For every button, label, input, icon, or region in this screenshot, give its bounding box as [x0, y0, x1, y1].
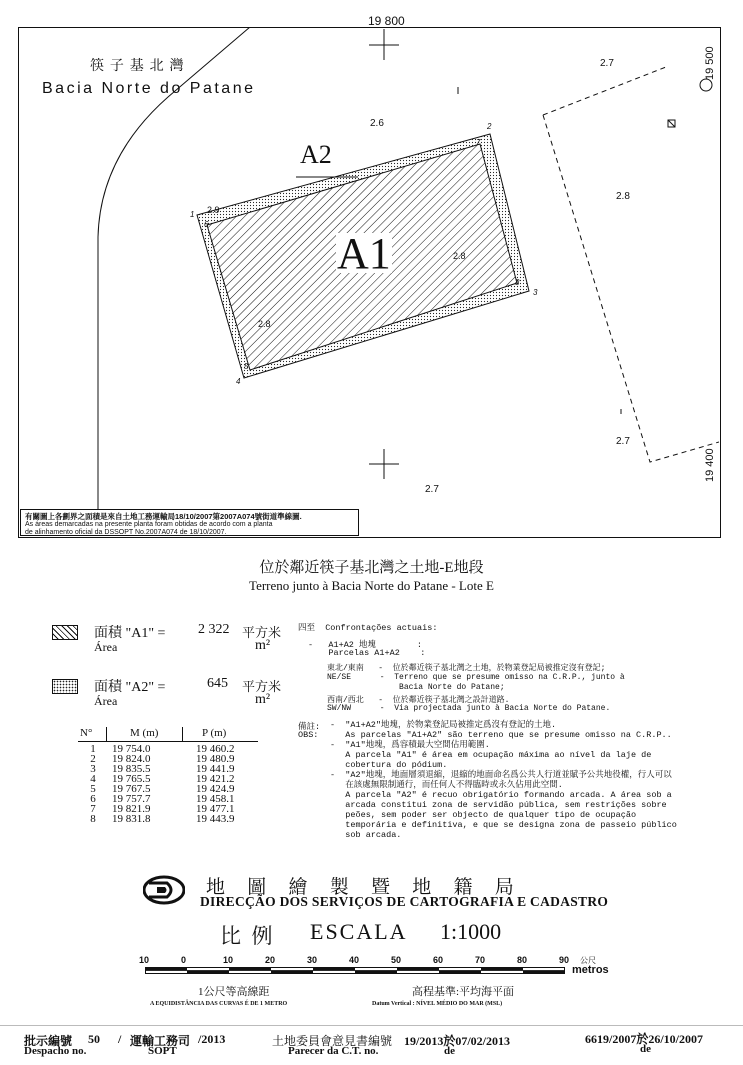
place-name-chinese: 筷 子 基 北 灣 — [90, 57, 185, 73]
table-row — [78, 754, 270, 764]
legend-label-a1: 面積 "A1" = — [94, 626, 166, 641]
obs-line: - "A1+A2"地塊，於物業登記局被推定爲沒有登記的土地. — [330, 720, 557, 730]
confrontations-line1: - A1+A2 地塊 : — [308, 640, 422, 650]
scale-tick-label: 70 — [475, 955, 486, 965]
table-cell: 3 — [90, 763, 96, 775]
coordinate-rows — [78, 744, 270, 824]
vertex-label: 8 — [515, 278, 520, 287]
scale-label: ESCALA — [310, 919, 408, 944]
legend-unit-cn-a1: 平方米 — [242, 625, 282, 640]
table-row — [78, 784, 270, 794]
legend-swatch-a1 — [52, 625, 78, 640]
contour-chinese: 1公尺等高線距 — [198, 986, 270, 998]
label-a2: A2 — [300, 140, 332, 169]
confrontations-line2: Parcelas A1+A2 : — [308, 648, 426, 658]
scale-tick-label: 90 — [559, 955, 570, 965]
table-cell: 4 — [90, 773, 96, 785]
obs-label-cn: 備註: — [298, 722, 321, 732]
scale-tick-label: 40 — [349, 955, 360, 965]
obs-line: sob arcada. — [330, 830, 402, 840]
scale-segment — [145, 968, 187, 971]
table-row — [78, 744, 270, 754]
scale-bar — [145, 967, 565, 975]
despacho-org-cn: 運輸工務司 — [130, 1034, 191, 1048]
obs-line: - "A1"地塊，爲容積最大空間佔用範圍. — [330, 740, 490, 750]
obs-line: temporária e definitiva, e que se designa zona de passeio público — [330, 820, 677, 830]
table-cell: 19 443.9 — [196, 813, 235, 825]
obs-line: 在該處無限制通行，而任何人不得臨時或永久佔用此空間. — [330, 780, 563, 790]
scale-ratio: 1:1000 — [440, 919, 502, 944]
parecer-label-pt: Parecer da C.T. no. — [288, 1045, 379, 1057]
vertex-label: 6 — [204, 220, 209, 229]
scale-segment — [481, 968, 523, 971]
table-cell: 19 824.0 — [112, 753, 151, 765]
label-a1: A1 — [337, 229, 391, 278]
scale-tick-label: 10 — [223, 955, 234, 965]
note-chinese: 有關圖上各劃界之面積是來自土地工務運輸局18/10/2007第2007A074號街道準線圖. — [25, 512, 302, 521]
table-cell: 8 — [90, 813, 96, 825]
reference-de: de — [640, 1043, 651, 1055]
despacho-year: /2013 — [198, 1032, 226, 1046]
legend-area-pt-a1: Área — [94, 640, 118, 654]
scale-segment — [271, 971, 313, 974]
datum-portuguese: Datum Vertical : NÍVEL MÉDIO DO MAR (MSL) — [372, 1001, 503, 1007]
obs-line: cobertura do pódium. — [330, 760, 448, 770]
despacho-label-pt: Despacho no. — [24, 1045, 87, 1057]
agency-name-portuguese: DIRECÇÃO DOS SERVIÇOS DE CARTOGRAFIA E CADASTRO — [200, 894, 609, 909]
table-cell: 19 424.9 — [196, 783, 235, 795]
table-cell: 19 441.9 — [196, 763, 235, 775]
elevation: 2.8 — [258, 319, 271, 329]
table-cell: 5 — [90, 783, 96, 795]
reference-number: 6619/2007於26/10/2007 — [585, 1032, 704, 1046]
despacho-label-cn: 批示編號 — [24, 1034, 73, 1048]
grid-label-top: 19 800 — [368, 14, 405, 28]
scale-segment — [229, 968, 271, 971]
obs-line: A parcela "A1" é área em ocupação máxima ao nível da laje de — [330, 750, 652, 760]
grid-label-right-bottom: 19 400 — [704, 448, 716, 482]
obs-line: - "A2"地塊，地面層須退縮，退縮的地面命名爲公共人行道並賦予公共地役權，行人可以 — [330, 770, 672, 780]
scale-unit-chinese: 公尺 — [580, 956, 596, 965]
obs-line: A parcela "A2" é recuo obrigatório formando arcada. A área sob a — [330, 790, 672, 800]
document-title-portuguese: Terreno junto à Bacia Norte do Patane - Lote E — [249, 578, 494, 593]
scale-label-chinese: 比 例 — [220, 924, 273, 948]
scale-segment — [523, 971, 565, 974]
table-cell: 19 458.1 — [196, 793, 235, 805]
elevation: 2.7 — [425, 484, 439, 495]
table-cell: 19 480.9 — [196, 753, 235, 765]
obs-line: arcada constitui zona de servidão pública, sem restrições sobre — [330, 800, 667, 810]
table-row — [78, 774, 270, 784]
legend-value-a1: 2 322 — [198, 622, 230, 637]
vertex-label: 7 — [476, 138, 481, 147]
scale-tick-label: 80 — [517, 955, 528, 965]
elevation: 2.6 — [370, 118, 384, 129]
legend-unit-cn-a2: 平方米 — [242, 679, 282, 694]
parecer-de: de — [444, 1045, 455, 1057]
elevation: 2.9 — [207, 205, 220, 215]
note-portuguese-2: de alinhamento oficial da DSSOPT No.2007A074 de 18/10/2007. — [25, 529, 227, 536]
scale-tick-label: 30 — [307, 955, 318, 965]
neighbour-boundary — [543, 67, 719, 462]
confrontations-sw-cn: 西南/西北 - 位於鄰近筷子基北灣之設計道路. — [327, 696, 510, 705]
footer-rule — [0, 1025, 743, 1026]
document-title-chinese: 位於鄰近筷子基北灣之土地-E地段 — [259, 560, 484, 576]
scale-segment — [355, 971, 397, 974]
confrontations-sw-pt: SW/NW - Via projectada junto à Bacia Norte do Patane. — [327, 704, 611, 713]
obs-label-pt: OBS: — [298, 730, 319, 740]
table-cell: 19 757.7 — [112, 793, 151, 805]
header-m: M (m) — [130, 727, 159, 739]
grid-label-right-top: 19 500 — [704, 46, 716, 80]
scale-segment — [187, 971, 229, 974]
legend-area-pt-a2: Área — [94, 694, 118, 708]
despacho-number: 50 — [88, 1032, 100, 1046]
contour-portuguese: A EQUIDISTÂNCIA DAS CURVAS É DE 1 METRO — [150, 1001, 288, 1007]
table-cell: 1 — [90, 743, 96, 755]
despacho-slash: / — [118, 1032, 122, 1046]
note-portuguese-1: As áreas demarcadas na presente planta foram obtidas de acordo com a planta — [25, 521, 273, 528]
table-cell: 19 765.5 — [112, 773, 151, 785]
table-cell: 7 — [90, 803, 96, 815]
table-row — [78, 804, 270, 814]
vertex-label: 4 — [236, 377, 241, 386]
table-row — [78, 794, 270, 804]
vertex-label: 5 — [244, 362, 249, 371]
table-cell: 6 — [90, 793, 96, 805]
dscc-logo — [143, 875, 185, 905]
scale-tick-label: 10 — [139, 955, 150, 965]
table-cell: 19 835.5 — [112, 763, 151, 775]
legend-unit-a2: m² — [255, 692, 271, 707]
table-cell: 19 767.5 — [112, 783, 151, 795]
parecer-label-cn: 土地委員會意見書編號 — [272, 1034, 393, 1048]
table-cell: 19 831.8 — [112, 813, 151, 825]
place-name-portuguese: Bacia Norte do Patane — [42, 80, 256, 97]
table-cell: 19 821.9 — [112, 803, 151, 815]
note-box — [20, 509, 359, 536]
table-cell: 19 754.0 — [112, 743, 151, 755]
obs-text — [330, 720, 677, 840]
vertex-label: 1 — [190, 210, 195, 219]
vertex-label: 2 — [487, 122, 492, 131]
vertex-label: 3 — [533, 288, 538, 297]
elevation: 2.7 — [600, 58, 614, 69]
legend-swatch-a2 — [52, 679, 78, 694]
header-p: P (m) — [202, 727, 227, 739]
scale-segment — [397, 968, 439, 971]
parecer-number: 19/2013於07/02/2013 — [404, 1034, 511, 1048]
datum-chinese: 高程基準:平均海平面 — [412, 986, 515, 998]
table-cell: 19 421.2 — [196, 773, 235, 785]
sopt-label: SOPT — [148, 1045, 177, 1057]
scale-segment — [313, 968, 355, 971]
scale-tick-label: 20 — [265, 955, 276, 965]
table-cell: 19 477.1 — [196, 803, 235, 815]
scale-unit: metros — [572, 964, 609, 976]
confrontations-ne-pt2: Bacia Norte do Patane; — [327, 683, 505, 692]
obs-line: As parcelas "A1+A2" são terreno que se presume omisso na C.R.P.. — [330, 730, 672, 740]
elevation: 2.8 — [616, 191, 630, 202]
legend-value-a2: 645 — [207, 676, 228, 691]
scale-tick-label: 0 — [181, 955, 187, 965]
scale-tick-label: 50 — [391, 955, 402, 965]
cadastral-map — [18, 27, 719, 536]
legend-label-a2: 面積 "A2" = — [94, 680, 166, 695]
legend-unit-a1: m² — [255, 638, 271, 653]
elevation: 2.8 — [453, 251, 466, 261]
header-number: N° — [80, 727, 93, 739]
scale-segment — [439, 971, 481, 974]
obs-line: peões, sem poder ser objecto de qualquer tipo de ocupação — [330, 810, 637, 820]
table-cell: 2 — [90, 753, 96, 765]
scale-tick-label: 60 — [433, 955, 444, 965]
table-cell: 19 460.2 — [196, 743, 235, 755]
table-row — [78, 764, 270, 774]
confrontations-heading: 四至 Confrontações actuais: — [298, 623, 438, 633]
confrontations-ne-pt: NE/SE - Terreno que se presume omisso na C.R.P., junto à — [327, 673, 625, 682]
agency-name-chinese: 地 圖 繪 製 暨 地 籍 局 — [206, 877, 516, 898]
table-row — [78, 814, 270, 824]
coordinate-table — [78, 727, 270, 824]
confrontations-ne-cn: 東北/東南 - 位於鄰近筷子基北灣之土地，於物業登記局被推定沒有登記; — [327, 664, 606, 673]
elevation: 2.7 — [616, 436, 630, 447]
